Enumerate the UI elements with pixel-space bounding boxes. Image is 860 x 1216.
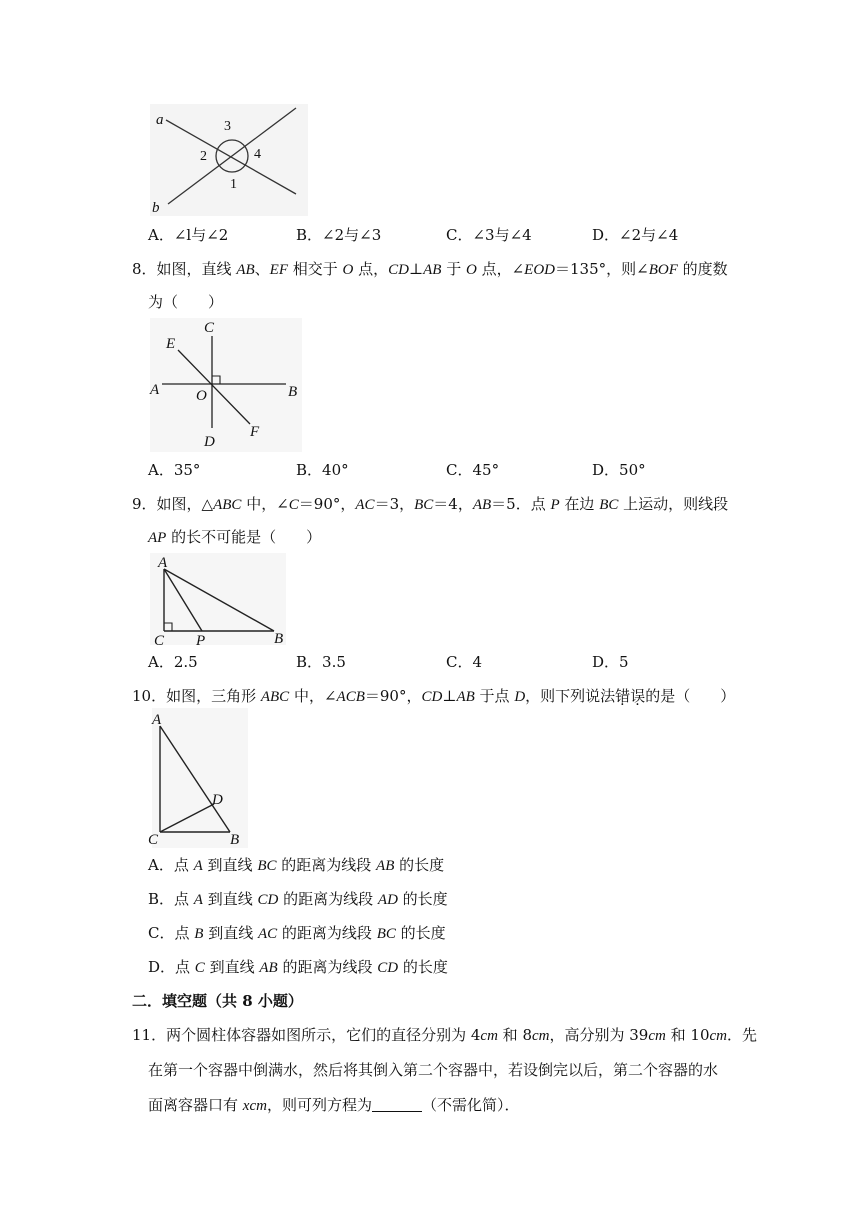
q7-label-4: 4 [254,147,261,162]
q9-option-d[interactable]: D．5 [592,653,629,671]
q11-stem-line1: 11．两个圆柱体容器如图所示，它们的直径分别为 4cm 和 8cm，高分别为 39cm 和 10cm．先 [132,1026,757,1044]
q10-label-b: B [230,832,240,848]
q7-figure [146,104,308,216]
q9-option-b[interactable]: B．3.5 [296,653,346,671]
q9-label-p: P [196,633,206,645]
q9-label-a: A [158,555,168,571]
q9-figure [150,553,290,645]
q9-option-c[interactable]: C．4 [446,653,483,671]
q7-label-a: a [156,112,164,128]
q7-option-d[interactable]: D．∠2与∠4 [592,226,679,244]
q8-figure [146,318,302,452]
q11-stem-line2: 在第一个容器中倒满水，然后将其倒入第二个容器中，若设倒完以后，第二个容器的水 [148,1061,719,1079]
q9-stem-line1: 9．如图，△ABC 中，∠C＝90°，AC＝3，BC＝4，AB＝5．点 P 在边 BC 上运动，则线段 [132,495,729,513]
q7-label-3: 3 [224,119,231,134]
q7-label-b: b [152,200,160,216]
q10-label-a: A [152,712,162,728]
q10-option-b[interactable]: B．点 A 到直线 CD 的距离为线段 AD 的长度 [148,890,448,908]
q8-stem-line1: 8．如图，直线 AB、EF 相交于 O 点，CD⊥AB 于 O 点，∠EOD＝135°，则∠BOF 的度数 [132,260,728,278]
q7-label-1: 1 [230,177,237,192]
q8-option-a[interactable]: A．35° [148,461,201,479]
q8-label-b: B [288,384,298,400]
q10-label-c: C [148,832,159,848]
q10-label-d: D [212,792,223,808]
q8-option-b[interactable]: B．40° [296,461,349,479]
q8-stem-line2: 为（ ） [148,293,224,311]
q8-option-c[interactable]: C．45° [446,461,500,479]
q10-option-c[interactable]: C．点 B 到直线 AC 的距离为线段 BC 的长度 [148,924,446,942]
q8-option-d[interactable]: D．50° [592,461,646,479]
q8-label-e: E [166,336,176,352]
q9-label-b: B [274,631,284,645]
q7-option-a[interactable]: A．∠l与∠2 [148,226,229,244]
q8-label-a: A [150,382,160,398]
q10-stem-line1: 10．如图，三角形 ABC 中，∠ACB＝90°，CD⊥AB 于点 D，则下列说法错误的是（ ） [132,687,736,705]
section-title-fill-in: 二．填空题（共 8 小题） [132,992,303,1010]
q11-stem-line3: 面离容器口有 xcm，则可列方程为 （不需化简）． [148,1096,520,1114]
q7-option-b[interactable]: B．∠2与∠3 [296,226,382,244]
q8-label-d: D [204,434,215,450]
q8-label-f: F [250,424,260,440]
q10-figure [146,708,250,848]
q9-option-a[interactable]: A．2.5 [148,653,198,671]
q8-label-o: O [196,388,207,404]
q11-answer-blank[interactable] [372,1097,422,1112]
q9-stem-line2: AP 的长不可能是（ ） [148,528,322,546]
q7-label-2: 2 [200,149,207,164]
q10-option-d[interactable]: D．点 C 到直线 AB 的距离为线段 CD 的长度 [148,958,448,976]
q8-label-c: C [204,320,215,336]
q7-option-c[interactable]: C．∠3与∠4 [446,226,532,244]
q10-option-a[interactable]: A．点 A 到直线 BC 的距离为线段 AB 的长度 [148,856,445,874]
q9-label-c: C [154,633,165,645]
